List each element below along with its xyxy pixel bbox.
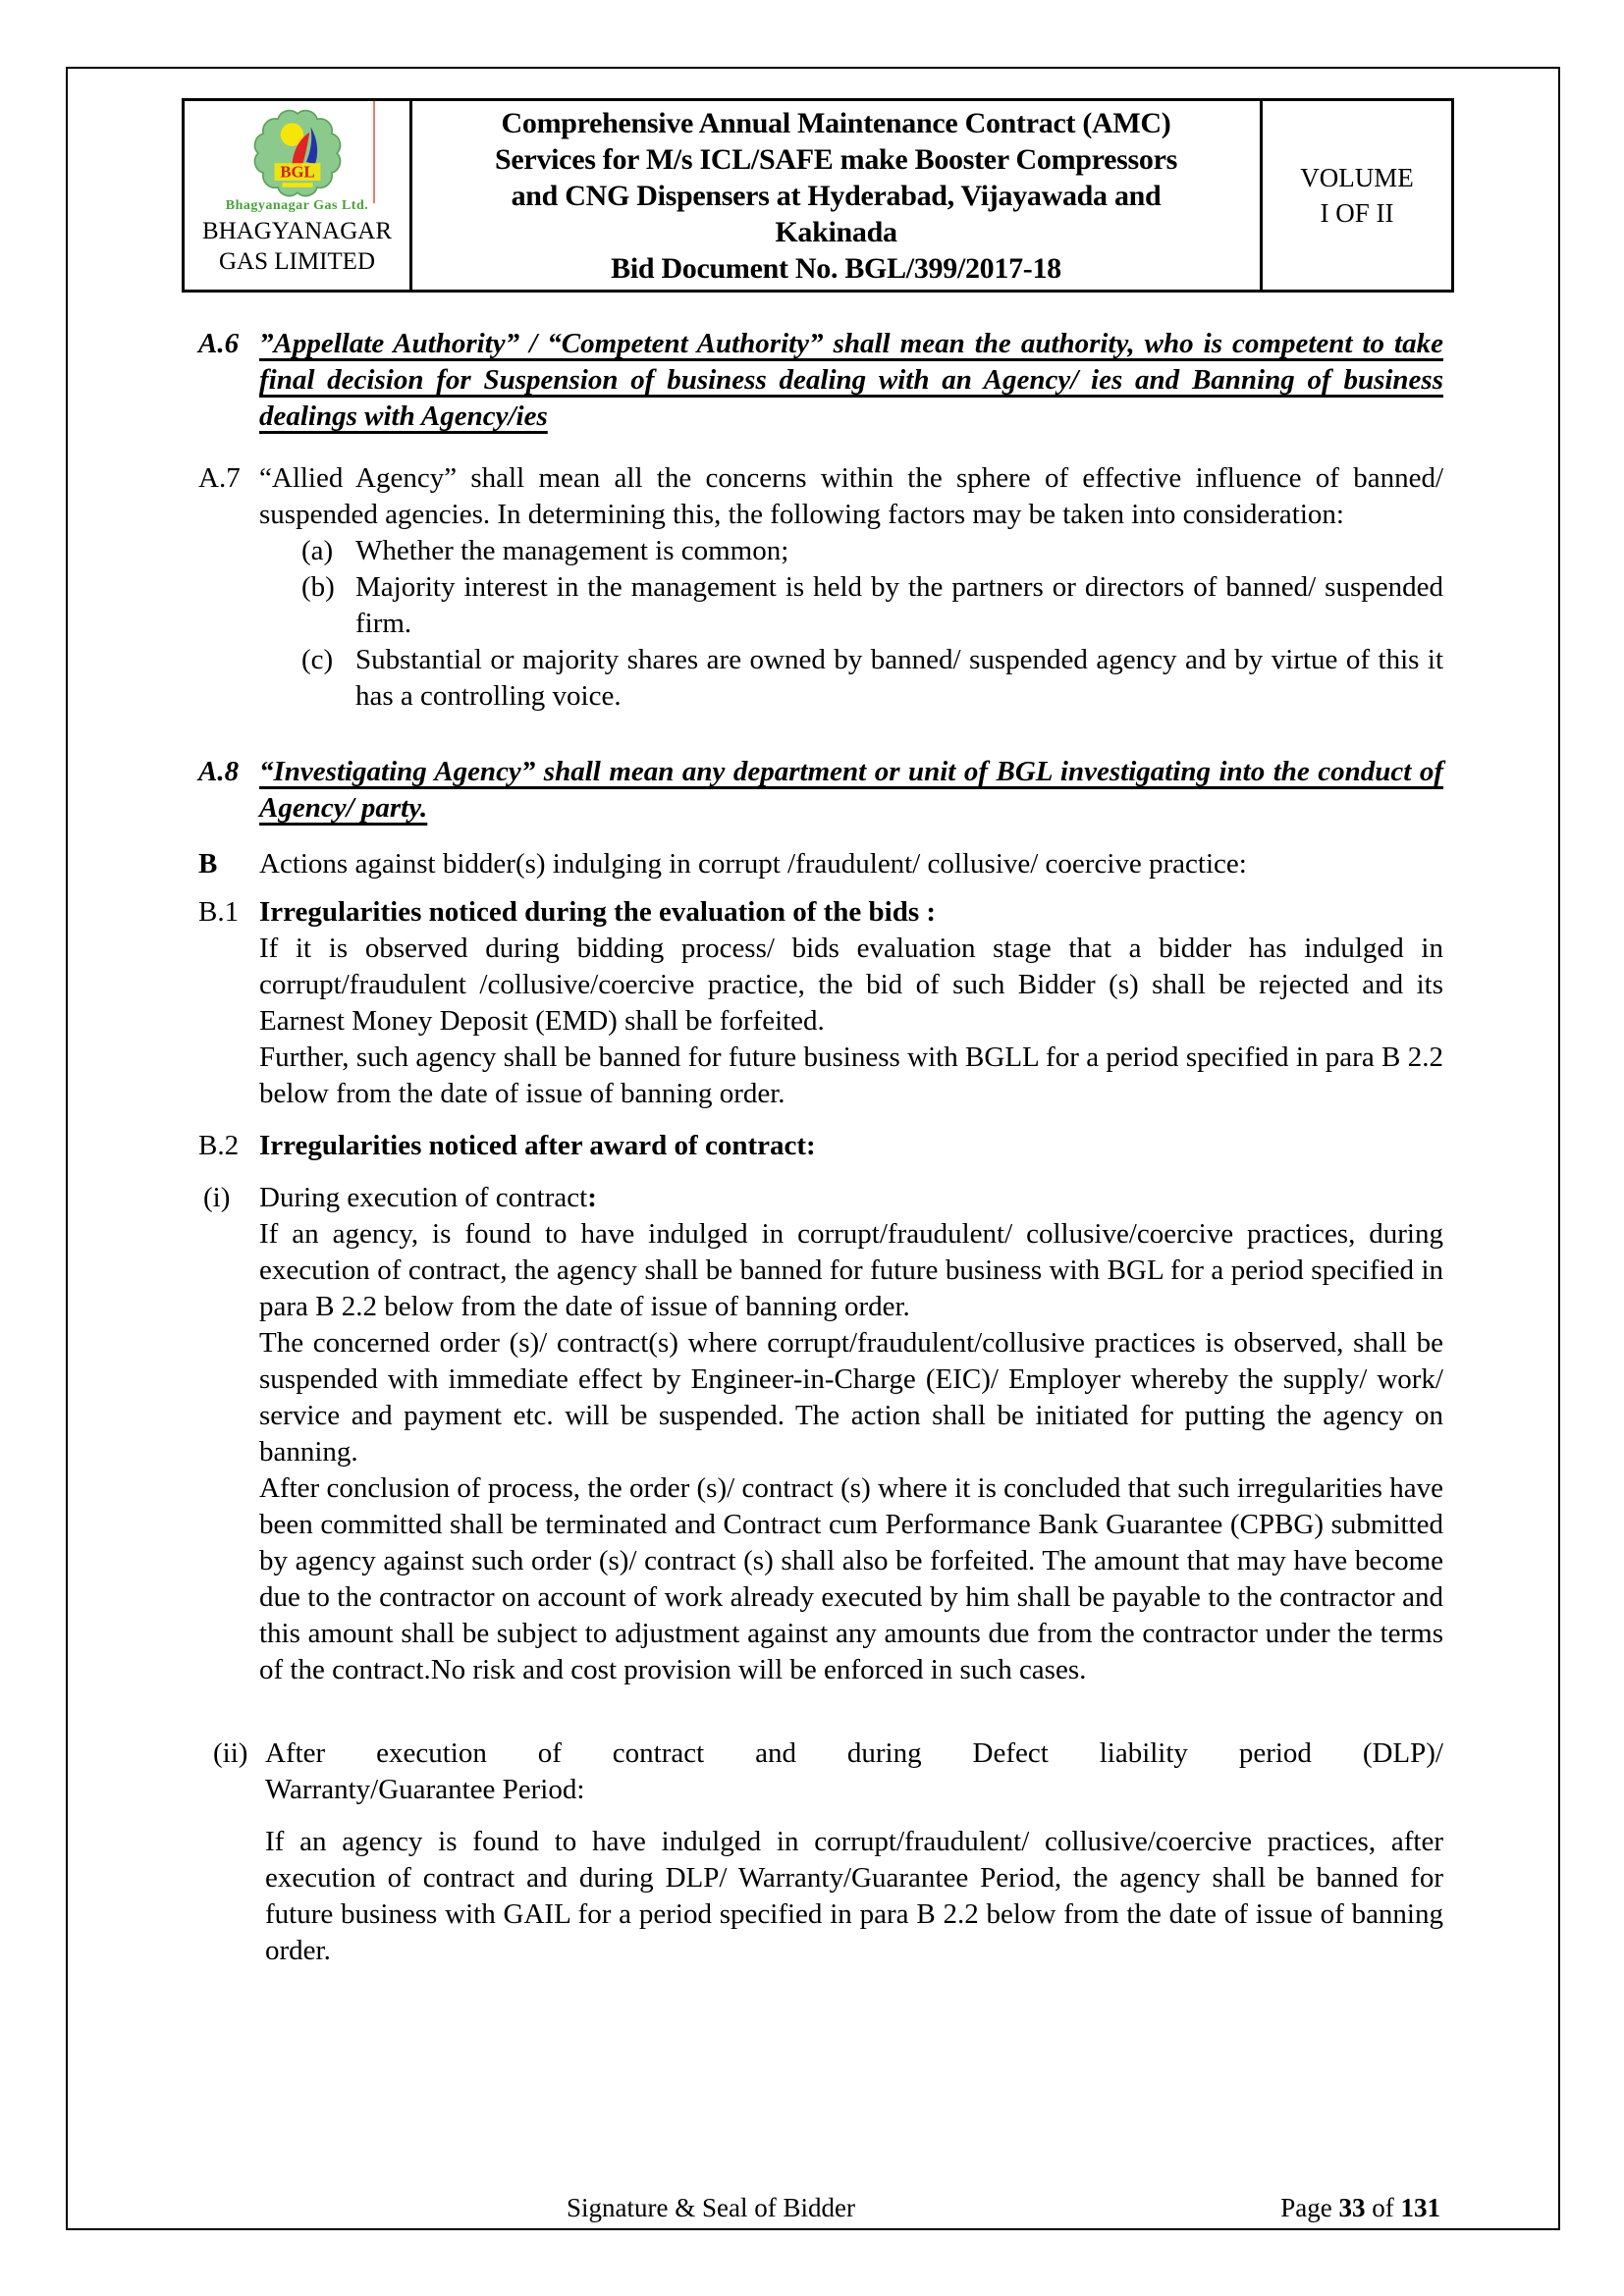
page-prefix: Page [1280, 2193, 1339, 2222]
section-b2-label: B.2 [198, 1130, 240, 1161]
section-a8 [198, 754, 1443, 827]
body-content [198, 326, 1443, 1969]
list-item-a [259, 533, 1443, 569]
org-name-line2: GAS LIMITED [218, 248, 375, 275]
bgl-band-small [282, 183, 312, 187]
section-b1-heading: Irregularities noticed during the evaluation of the bids : [259, 896, 937, 928]
bgl-acronym: BGL [279, 162, 315, 182]
section-i-label: (i) [203, 1182, 231, 1213]
list-item-a-text: Whether the management is common; [355, 535, 789, 566]
section-b1 [198, 894, 1443, 1112]
section-ii-label: (ii) [213, 1737, 248, 1769]
section-b1-para1: If it is observed during bidding process/ bids evaluation stage that a bidder has indulged in corrupt/fraudulent /collusive/coercive practice, the bid of such Bidder (s) shall be rejected and its Earnest Money Deposit (EMD) shall be forfeited. [259, 933, 1443, 1037]
section-b2-heading: Irregularities noticed after award of contract: [259, 1130, 816, 1161]
list-item-c-label: (c) [301, 644, 334, 675]
section-i [198, 1180, 1443, 1688]
title-line-2: Services for M/s ICL/SAFE make Booster Compressors [495, 142, 1177, 176]
section-a8-label: A.8 [198, 756, 240, 787]
document-title-cell [412, 101, 1263, 290]
header-table [182, 98, 1454, 293]
page-current: 33 [1338, 2193, 1366, 2222]
page-total: 131 [1400, 2193, 1440, 2222]
section-a8-text: “Investigating Agency” shall mean any department or unit of BGL investigating into the conduct of Agency/ party. [259, 756, 1443, 824]
page-border-frame [66, 67, 1560, 2230]
title-line-1: Comprehensive Annual Maintenance Contract (AMC) [501, 106, 1171, 139]
bgl-logo-icon [243, 105, 352, 199]
red-divider-line [373, 101, 375, 203]
section-b1-label: B.1 [198, 896, 240, 928]
volume-line1: VOLUME [1300, 163, 1414, 192]
list-item-c [259, 642, 1443, 715]
section-i-heading-colon: : [587, 1182, 597, 1213]
section-b2 [198, 1128, 1443, 1164]
list-item-b-text: Majority interest in the management is held by the partners or directors of banned/ suspended firm. [355, 571, 1443, 639]
list-item-a-label: (a) [301, 535, 334, 566]
section-ii-heading-line1: After execution of contract and during Defect liability period (DLP)/ [265, 1737, 1443, 1769]
section-i-para1: If an agency, is found to have indulged in corrupt/fraudulent/ collusive/coercive practices, during execution of contract, the agency shall be banned for future business with BGL for a period specified in para B 2.2 below from the date of issue of banning order. [259, 1218, 1443, 1322]
section-i-para3: After conclusion of process, the order (s)/ contract (s) where it is concluded that such irregularities have been committed shall be terminated and Contract cum Performance Bank Guarantee (CPBG) submitted by agency against such order (s)/ contract (s) shall also be forfeited. The amount that may have become due to the contractor on account of work already executed by him shall be payable to the contractor and this amount shall be subject to adjustment against any amounts due from the contractor under the terms of the contract.No risk and cost provision will be enforced in such cases. [259, 1472, 1443, 1685]
bid-document-number: Bid Document No. BGL/399/2017-18 [611, 251, 1061, 285]
section-a7-text: “Allied Agency” shall mean all the concerns within the sphere of effective influence of banned/ suspended agencies. In determining this, the following factors may be taken into consideration: [259, 462, 1443, 530]
volume-line2: I OF II [1320, 198, 1394, 228]
section-i-para2: The concerned order (s)/ contract(s) where corrupt/fraudulent/collusive practices is observed, shall be suspended with immediate effect by Engineer-in-Charge (EIC)/ Employer whereby the supply/ work/ service and payment etc. will be suspended. The action shall be initiated for putting the agency on banning. [259, 1327, 1443, 1468]
page-of: of [1365, 2193, 1401, 2222]
section-a6-label: A.6 [198, 328, 240, 359]
section-a6 [198, 326, 1443, 435]
section-b-text: Actions against bidder(s) indulging in corrupt /fraudulent/ collusive/ coercive practice: [259, 848, 1247, 880]
org-name-line1: BHAGYANAGAR [201, 218, 393, 244]
volume-cell [1263, 101, 1451, 290]
section-a7-label: A.7 [198, 462, 241, 494]
title-line-3: and CNG Dispensers at Hyderabad, Vijayawada and [511, 179, 1162, 212]
list-item-b [259, 569, 1443, 642]
list-item-c-text: Substantial or majority shares are owned by banned/ suspended agency and by virtue of this it has a controlling voice. [355, 644, 1443, 712]
list-item-b-label: (b) [301, 571, 335, 603]
section-ii-para: If an agency is found to have indulged in corrupt/fraudulent/ collusive/coercive practices, after execution of contract and during DLP/ Warranty/Guarantee Period, the agency shall be banned for future business with GAIL for a period specified in para B 2.2 below from the date of issue of banning order. [265, 1826, 1443, 1966]
logo-caption: Bhagyanagar Gas Ltd. [225, 198, 369, 213]
section-i-heading: During execution of contract [259, 1182, 588, 1213]
section-ii [198, 1735, 1443, 1969]
section-b1-para2: Further, such agency shall be banned for future business with BGLL for a period specified in para B 2.2 below from the date of issue of banning order. [259, 1041, 1443, 1109]
section-b [198, 846, 1443, 882]
section-b-label: B [198, 848, 218, 880]
section-a6-text: ”Appellate Authority” / “Competent Authority” shall mean the authority, who is competent to take final decision for Suspension of business dealing with an Agency/ ies and Banning of business dealings with Agency/ies [259, 328, 1443, 432]
section-ii-heading-line2: Warranty/Guarantee Period: [265, 1774, 585, 1805]
logo-cell [185, 101, 412, 290]
org-name [185, 216, 409, 277]
title-line-4: Kakinada [775, 215, 897, 248]
section-a7 [198, 460, 1443, 715]
footer-signature-label: Signature & Seal of Bidder [567, 2193, 855, 2222]
footer-page-number [1280, 2193, 1440, 2223]
